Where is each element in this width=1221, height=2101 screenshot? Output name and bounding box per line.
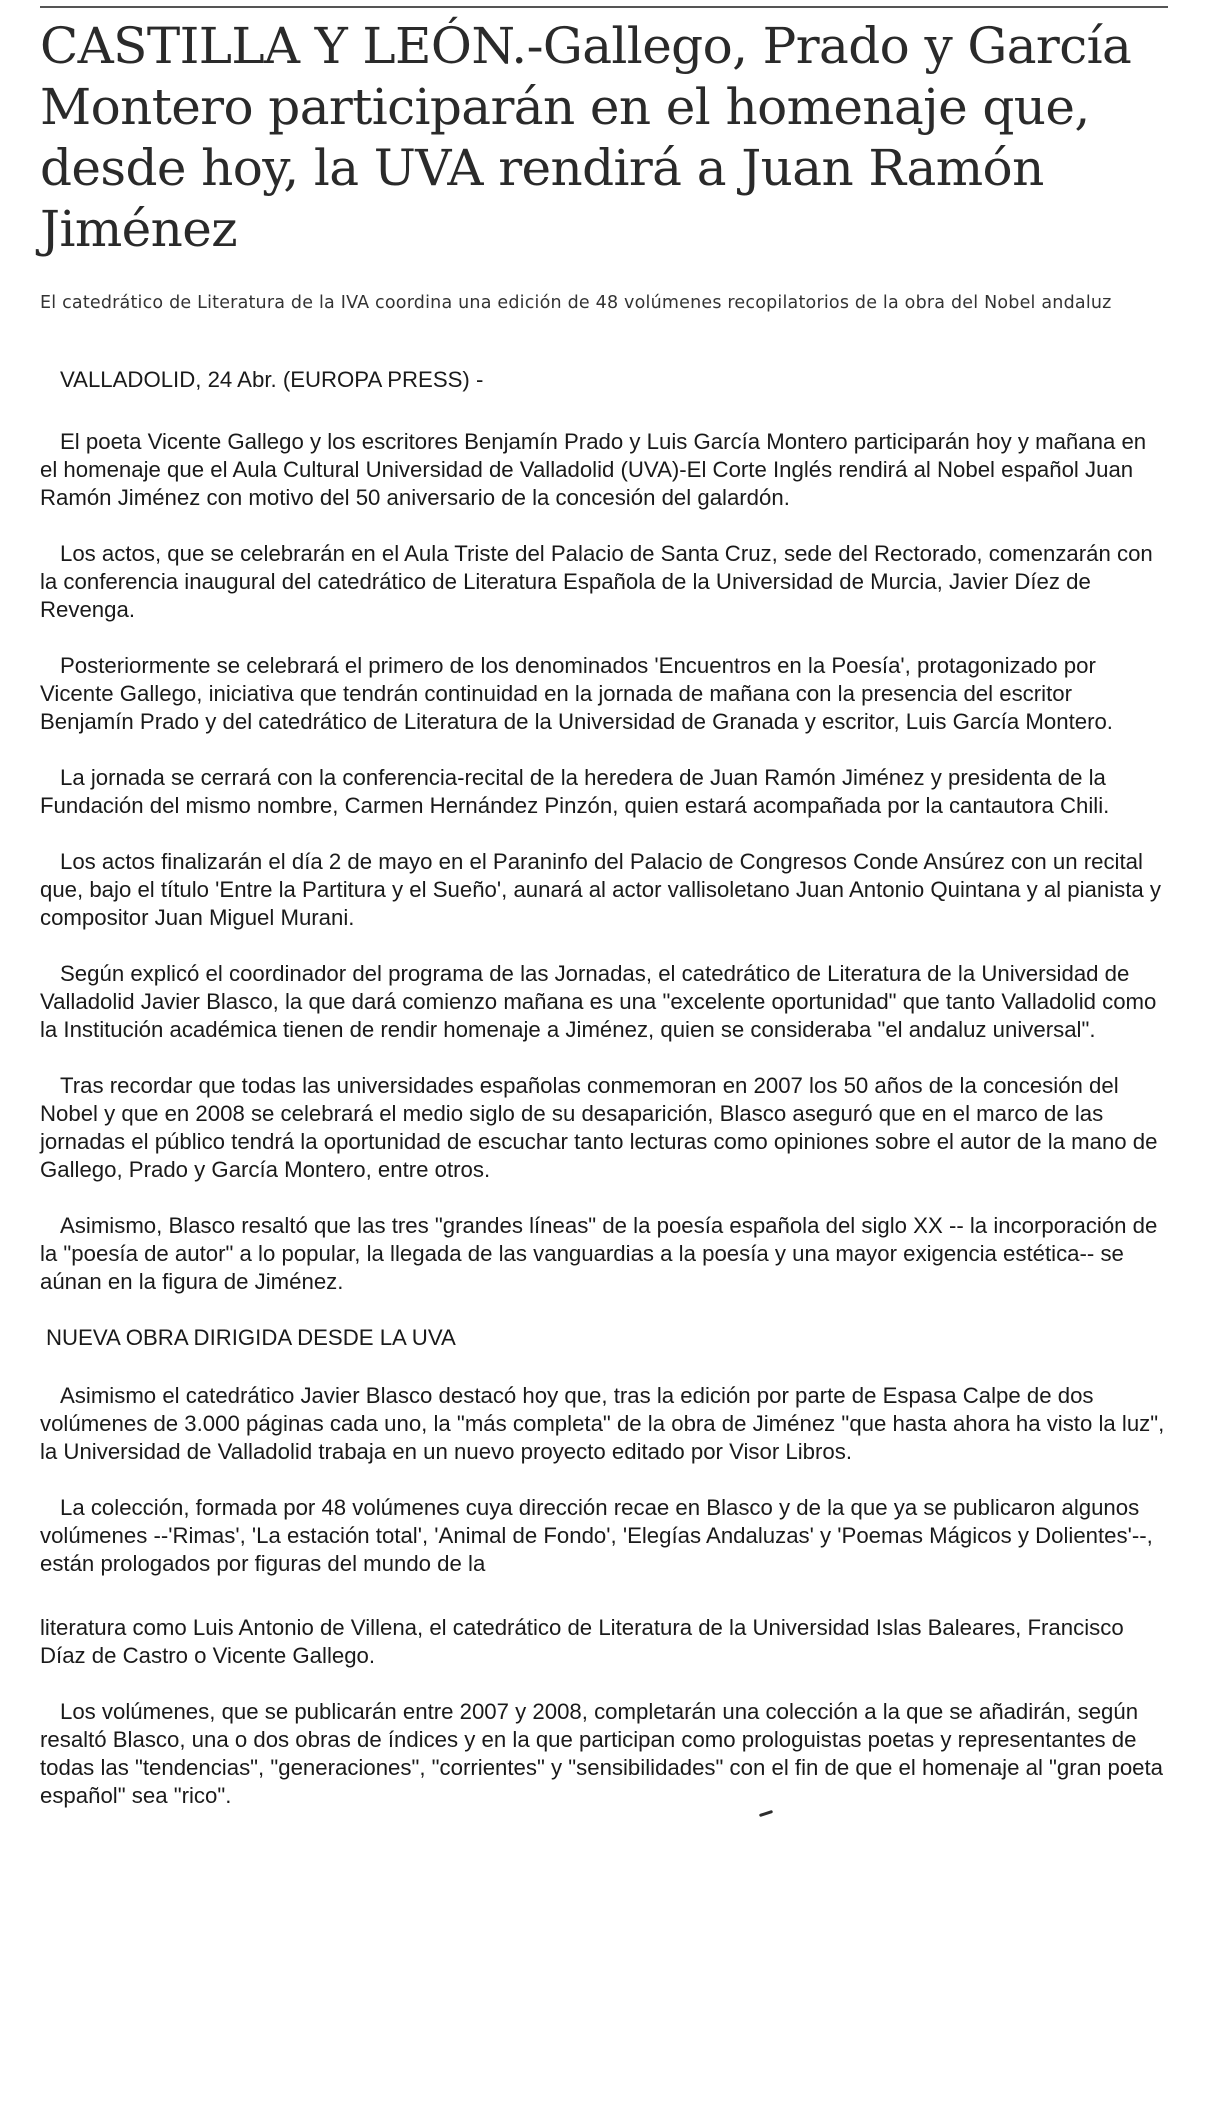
top-rule xyxy=(40,6,1168,8)
paragraph-4: La jornada se cerrará con la conferencia-recital de la heredera de Juan Ramón Jiménez y presidenta de la Fundación del mismo nombre, Carmen Hernández Pinzón, quien estará acompañada por la cantautora Chili. xyxy=(40,765,1110,818)
paragraph-6: Según explicó el coordinador del programa de las Jornadas, el catedrático de Literatura de la Universidad de Valladolid Javier Blasco, la que dará comienzo mañana es una "excelente oportunidad" que tanto Valladolid como la Institución académica tienen de rendir homenaje a Jiménez, quien se consideraba "el andaluz universal". xyxy=(40,961,1157,1042)
section-paragraph-3: Los volúmenes, que se publicarán entre 2007 y 2008, completarán una colección a la que se añadirán, según resaltó Blasco, una o dos obras de índices y en la que participan como prologuistas poetas y representantes de todas las "tendencias", "generaciones", "corrientes" y "sensibilidades" con el fin de que el homenaje al "gran poeta español" sea "rico". xyxy=(40,1699,1164,1808)
paragraph-1: El poeta Vicente Gallego y los escritores Benjamín Prado y Luis García Montero participarán hoy y mañana en el homenaje que el Aula Cultural Universidad de Valladolid (UVA)-El Corte Inglés rendirá al Nobel español Juan Ramón Jiménez con motivo del 50 aniversario de la concesión del galardón. xyxy=(40,429,1147,510)
section-paragraph-2: La colección, formada por 48 volúmenes cuya dirección recae en Blasco y de la que ya se publicaron algunos volúmenes --'Rimas', 'La estación total', 'Animal de Fondo', 'Elegías Andaluzas' y 'Poemas Mágicos y Dolientes'--, están prologados por figuras del mundo de la xyxy=(40,1495,1153,1576)
paragraph-3: Posteriormente se celebrará el primero de los denominados 'Encuentros en la Poesía', protagonizado por Vicente Gallego, iniciativa que tendrán continuidad en la jornada de mañana con la presencia del escritor Benjamín Prado y del catedrático de Literatura de la Universidad de Granada y escritor, Luis García Montero. xyxy=(40,653,1113,734)
paragraph-2: Los actos, que se celebrarán en el Aula Triste del Palacio de Santa Cruz, sede del Rectorado, comenzarán con la conferencia inaugural del catedrático de Literatura Española de la Universidad de Murcia, Javier Díez de Revenga. xyxy=(40,541,1153,622)
dateline: VALLADOLID, 24 Abr. (EUROPA PRESS) - xyxy=(60,367,484,392)
section-heading: NUEVA OBRA DIRIGIDA DESDE LA UVA xyxy=(46,1325,456,1350)
article-body xyxy=(40,366,1168,1838)
paragraph-8: Asimismo, Blasco resaltó que las tres "grandes líneas" de la poesía española del siglo XX -- la incorporación de la "poesía de autor" a lo popular, la llegada de las vanguardias a la poesía y una mayor exigencia estética-- se aúnan en la figura de Jiménez. xyxy=(40,1213,1158,1294)
article-headline: CASTILLA Y LEÓN.-Gallego, Prado y García Montero participarán en el homenaje que, desde hoy, la UVA rendirá a Juan Ramón Jiménez xyxy=(40,17,1132,258)
paragraph-7: Tras recordar que todas las universidades españolas conmemoran en 2007 los 50 años de la concesión del Nobel y que en 2008 se celebrará el medio siglo de su desaparición, Blasco aseguró que en el marco de las jornadas el público tendrá la oportunidad de escuchar tanto lecturas como opiniones sobre el autor de la mano de Gallego, Prado y García Montero, entre otros. xyxy=(40,1073,1158,1182)
article-subheadline: El catedrático de Literatura de la IVA coordina una edición de 48 volúmenes recopilatorios de la obra del Nobel andaluz xyxy=(40,293,1112,313)
paragraph-5: Los actos finalizarán el día 2 de mayo en el Paraninfo del Palacio de Congresos Conde Ansúrez con un recital que, bajo el título 'Entre la Partitura y el Sueño', aunará al actor vallisoletano Juan Antonio Quintana y al pianista y compositor Juan Miguel Murani. xyxy=(40,849,1162,930)
section-paragraph-1: Asimismo el catedrático Javier Blasco destacó hoy que, tras la edición por parte de Espasa Calpe de dos volúmenes de 3.000 páginas cada uno, la "más completa" de la obra de Jiménez "que hasta ahora ha visto la luz", la Universidad de Valladolid trabaja en un nuevo proyecto editado por Visor Libros. xyxy=(40,1383,1165,1464)
section-paragraph-2-continued: literatura como Luis Antonio de Villena, el catedrático de Literatura de la Universidad Islas Baleares, Francisco Díaz de Castro o Vicente Gallego. xyxy=(40,1615,1124,1668)
